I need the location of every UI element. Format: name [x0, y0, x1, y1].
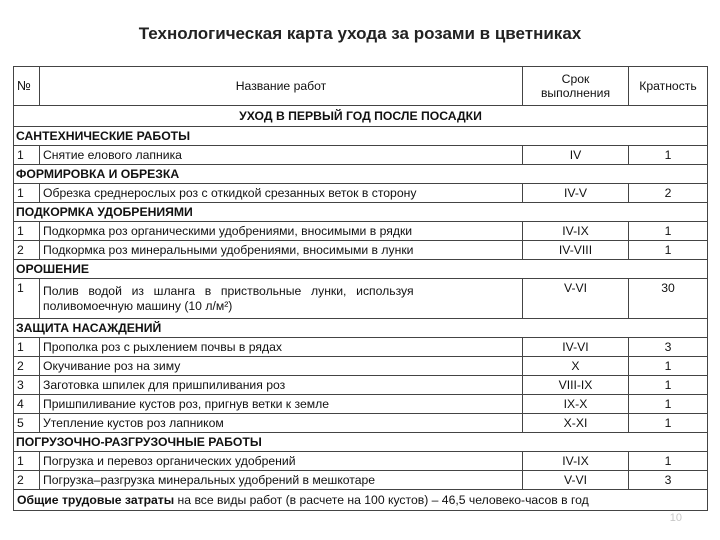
section-title: ОРОШЕНИЕ — [14, 260, 708, 279]
row-work-line1 — [43, 284, 519, 298]
header-term — [523, 67, 629, 106]
row-term: IV-IX — [523, 222, 629, 241]
table-row — [14, 357, 708, 376]
row-term: IV-V — [523, 184, 629, 203]
table-row — [14, 452, 708, 471]
row-work: Заготовка шпилек для пришпиливания роз — [40, 376, 523, 395]
section-title-row — [14, 319, 708, 338]
row-term: IX-X — [523, 395, 629, 414]
row-work: Пришпиливание кустов роз, пригнув ветки к земле — [40, 395, 523, 414]
row-frequency: 1 — [629, 241, 708, 260]
table-row — [14, 376, 708, 395]
section-title: САНТЕХНИЧЕСКИЕ РАБОТЫ — [14, 127, 708, 146]
row-frequency: 1 — [629, 222, 708, 241]
row-work: Утепление кустов роз лапником — [40, 414, 523, 433]
section-title: ПОДКОРМКА УДОБРЕНИЯМИ — [14, 203, 708, 222]
footer-row — [14, 490, 708, 511]
table-row — [14, 338, 708, 357]
row-work: Снятие елового лапника — [40, 146, 523, 165]
header-work: Название работ — [40, 67, 523, 106]
row-frequency: 1 — [629, 452, 708, 471]
footer-total — [14, 490, 708, 511]
row-term: V-VI — [523, 471, 629, 490]
header-term-line1: Срок — [561, 71, 590, 86]
row-work — [40, 279, 523, 319]
row-frequency: 1 — [629, 395, 708, 414]
section-title-row — [14, 165, 708, 184]
row-work-line2: поливомоечную машину (10 л/м²) — [43, 298, 233, 313]
row-frequency: 1 — [629, 414, 708, 433]
table-row — [14, 471, 708, 490]
table-row — [14, 414, 708, 433]
table-row — [14, 279, 708, 319]
table-header — [14, 67, 708, 106]
subheader: УХОД В ПЕРВЫЙ ГОД ПОСЛЕ ПОСАДКИ — [14, 106, 708, 127]
header-num: № — [14, 67, 40, 106]
row-number: 1 — [14, 222, 40, 241]
subheader-row — [14, 106, 708, 127]
row-frequency: 30 — [629, 279, 708, 319]
table-row — [14, 241, 708, 260]
row-frequency: 3 — [629, 338, 708, 357]
header-term-line2: выполнения — [540, 86, 611, 100]
row-number: 1 — [14, 184, 40, 203]
row-term: IV-VI — [523, 338, 629, 357]
row-work: Погрузка и перевоз органических удобрений — [40, 452, 523, 471]
row-term: X-XI — [523, 414, 629, 433]
row-term: V-VI — [523, 279, 629, 319]
section-title: ФОРМИРОВКА И ОБРЕЗКА — [14, 165, 708, 184]
row-number: 2 — [14, 241, 40, 260]
row-work: Подкормка роз минеральными удобрениями, вносимыми в лунки — [40, 241, 523, 260]
page-number: 10 — [669, 512, 682, 524]
row-number: 5 — [14, 414, 40, 433]
row-number: 1 — [14, 452, 40, 471]
table-row — [14, 395, 708, 414]
row-term: VIII-IX — [523, 376, 629, 395]
row-work-line1-text: Полив водой из шланга в приствольные лунки, используя — [43, 284, 414, 299]
table-row — [14, 222, 708, 241]
row-term: IV — [523, 146, 629, 165]
row-work: Окучивание роз на зиму — [40, 357, 523, 376]
footer-total-text: на все виды работ (в расчете на 100 кустов) – 46,5 человеко-часов в год — [174, 492, 589, 507]
row-number: 3 — [14, 376, 40, 395]
row-work: Прополка роз с рыхлением почвы в рядах — [40, 338, 523, 357]
section-title: ЗАЩИТА НАСАЖДЕНИЙ — [14, 319, 708, 338]
rose-care-table — [13, 66, 708, 511]
section-title-row — [14, 127, 708, 146]
row-frequency: 1 — [629, 146, 708, 165]
table-row — [14, 146, 708, 165]
row-term: IV-VIII — [523, 241, 629, 260]
row-term: X — [523, 357, 629, 376]
row-number: 1 — [14, 279, 40, 319]
row-frequency: 1 — [629, 376, 708, 395]
table-row — [14, 184, 708, 203]
page-title: Технологическая карта ухода за розами в цветниках — [138, 24, 582, 43]
row-number: 2 — [14, 471, 40, 490]
row-number: 1 — [14, 146, 40, 165]
section-title: ПОГРУЗОЧНО-РАЗГРУЗОЧНЫЕ РАБОТЫ — [14, 433, 708, 452]
footer-total-label: Общие трудовые затраты — [17, 492, 175, 507]
row-frequency: 2 — [629, 184, 708, 203]
row-number: 4 — [14, 395, 40, 414]
row-work: Обрезка среднерослых роз с откидкой срезанных веток в сторону — [40, 184, 523, 203]
section-title-row — [14, 203, 708, 222]
row-term: IV-IX — [523, 452, 629, 471]
header-frequency: Кратность — [629, 67, 708, 106]
section-title-row — [14, 260, 708, 279]
section-title-row — [14, 433, 708, 452]
row-work: Подкормка роз органическими удобрениями, вносимыми в рядки — [40, 222, 523, 241]
row-number: 2 — [14, 357, 40, 376]
row-frequency: 1 — [629, 357, 708, 376]
row-number: 1 — [14, 338, 40, 357]
row-work: Погрузка–разгрузка минеральных удобрений в мешкотаре — [40, 471, 523, 490]
row-frequency: 3 — [629, 471, 708, 490]
